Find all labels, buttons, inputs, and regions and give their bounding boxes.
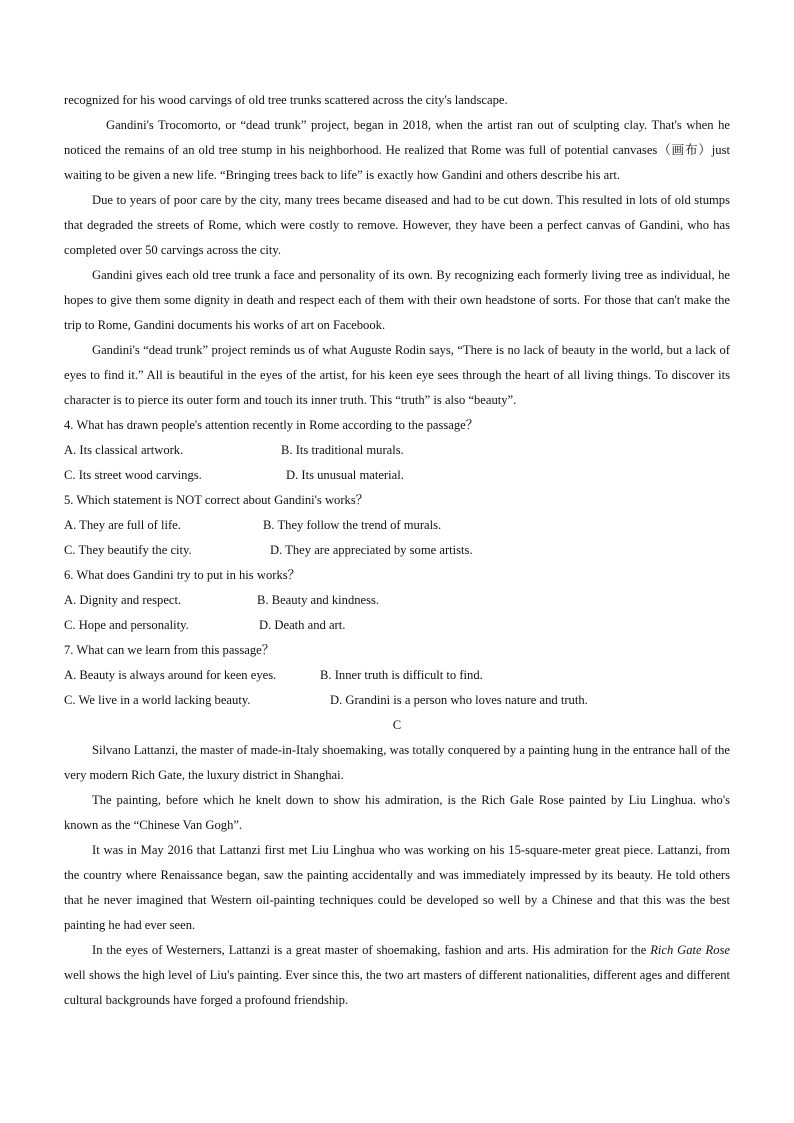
passage-b-paragraph-1: Gandini's Trocomorto, or “dead trunk” project, began in 2018, when the artist ran out of sculpting clay. That's when he noticed the remains of an old tree stump in his neighborhood. He realized that Rome was full of potential canvases（画布）just waiting to be given a new life. “Bringing trees back to life” is exactly how Gandini and others describe his art. <box>64 118 730 182</box>
passage-b-paragraph-2: Due to years of poor care by the city, many trees became diseased and had to be cut down. This resulted in lots of old stumps that degraded the streets of Rome, which were costly to remove. However, they have been a perfect canvas of Gandini, who has completed over 50 carvings across the city. <box>64 193 730 257</box>
section-c-paragraph-4-text-a: In the eyes of Westerners, Lattanzi is a great master of shoemaking, fashion and arts. His admiration for the <box>92 943 651 957</box>
question-6-option-d[interactable]: D. Death and art. <box>259 618 346 632</box>
passage-b-paragraph-0: recognized for his wood carvings of old tree trunks scattered across the city's landscape. <box>64 93 508 107</box>
question-7-option-c[interactable]: C. We live in a world lacking beauty. <box>64 693 251 707</box>
question-4-option-c[interactable]: C. Its street wood carvings. <box>64 468 202 482</box>
question-7-option-d[interactable]: D. Grandini is a person who loves nature and truth. <box>330 693 588 707</box>
question-6-options-row-1 <box>64 588 730 613</box>
question-7-option-b[interactable]: B. Inner truth is difficult to find. <box>320 668 483 682</box>
question-4-stem: 4. What has drawn people's attention recently in Rome according to the passage？ <box>64 418 479 432</box>
question-4-option-b[interactable]: B. Its traditional murals. <box>281 443 404 457</box>
section-c-paragraph-3: It was in May 2016 that Lattanzi first met Liu Linghua who was working on his 15-square-meter great piece. Lattanzi, from the country where Renaissance began, saw the painting accidentally and was immediately impressed by its beauty. He told others that he never imagined that Western oil-painting techniques could be developed so well by a Chinese and that this was the best painting he had ever seen. <box>64 843 730 932</box>
question-5-option-a[interactable]: A. They are full of life. <box>64 518 181 532</box>
question-4-options-row-2 <box>64 463 730 488</box>
question-7-option-a[interactable]: A. Beauty is always around for keen eyes. <box>64 668 277 682</box>
question-7-options-row-1 <box>64 663 730 688</box>
question-5-option-c[interactable]: C. They beautify the city. <box>64 543 192 557</box>
section-c-paragraph-1: Silvano Lattanzi, the master of made-in-Italy shoemaking, was totally conquered by a painting hung in the entrance hall of the very modern Rich Gate, the luxury district in Shanghai. <box>64 743 730 782</box>
question-5-stem: 5. Which statement is NOT correct about Gandini's works？ <box>64 493 369 507</box>
question-4-option-d[interactable]: D. Its unusual material. <box>286 468 404 482</box>
question-6-option-c[interactable]: C. Hope and personality. <box>64 618 189 632</box>
question-5-options-row-2 <box>64 538 730 563</box>
passage-b-paragraph-3: Gandini gives each old tree trunk a face and personality of its own. By recognizing each formerly living tree as individual, he hopes to give them some dignity in death and respect each of them with their own headstone of sorts. For those that can't make the trip to Rome, Gandini documents his works of art on Facebook. <box>64 268 730 332</box>
passage-b-paragraph-4: Gandini's “dead trunk” project reminds us of what Auguste Rodin says, “There is no lack of beauty in the world, but a lack of eyes to find it.” All is beautiful in the eyes of the artist, for his keen eye sees through the heart of all living things. To discover its character is to pierce its outer form and touch its inner truth. This “truth” is also “beauty”. <box>64 343 730 407</box>
section-c-paragraph-4 <box>64 938 730 1013</box>
question-7-stem: 7. What can we learn from this passage？ <box>64 643 275 657</box>
question-4-options-row-1 <box>64 438 730 463</box>
question-5-option-b[interactable]: B. They follow the trend of murals. <box>263 518 442 532</box>
question-5-options-row-1 <box>64 513 730 538</box>
document-page <box>64 88 730 1013</box>
question-6-stem: 6. What does Gandini try to put in his works？ <box>64 568 301 582</box>
question-6-option-b[interactable]: B. Beauty and kindness. <box>257 593 380 607</box>
question-4-option-a[interactable]: A. Its classical artwork. <box>64 443 184 457</box>
section-c-paragraph-4-text-b: well shows the high level of Liu's painting. Ever since this, the two art masters of different nationalities, different ages and different cultural backgrounds have forged a profound friendship. <box>64 968 730 1007</box>
section-c-heading: C <box>392 718 402 732</box>
question-6-option-a[interactable]: A. Dignity and respect. <box>64 593 182 607</box>
question-7-options-row-2 <box>64 688 730 713</box>
question-5-option-d[interactable]: D. They are appreciated by some artists. <box>270 543 473 557</box>
question-6-options-row-2 <box>64 613 730 638</box>
painting-title: Rich Gate Rose <box>650 943 731 957</box>
section-c-paragraph-2: The painting, before which he knelt down to show his admiration, is the Rich Gale Rose painted by Liu Linghua. who's known as the “Chinese Van Gogh”. <box>64 793 730 832</box>
